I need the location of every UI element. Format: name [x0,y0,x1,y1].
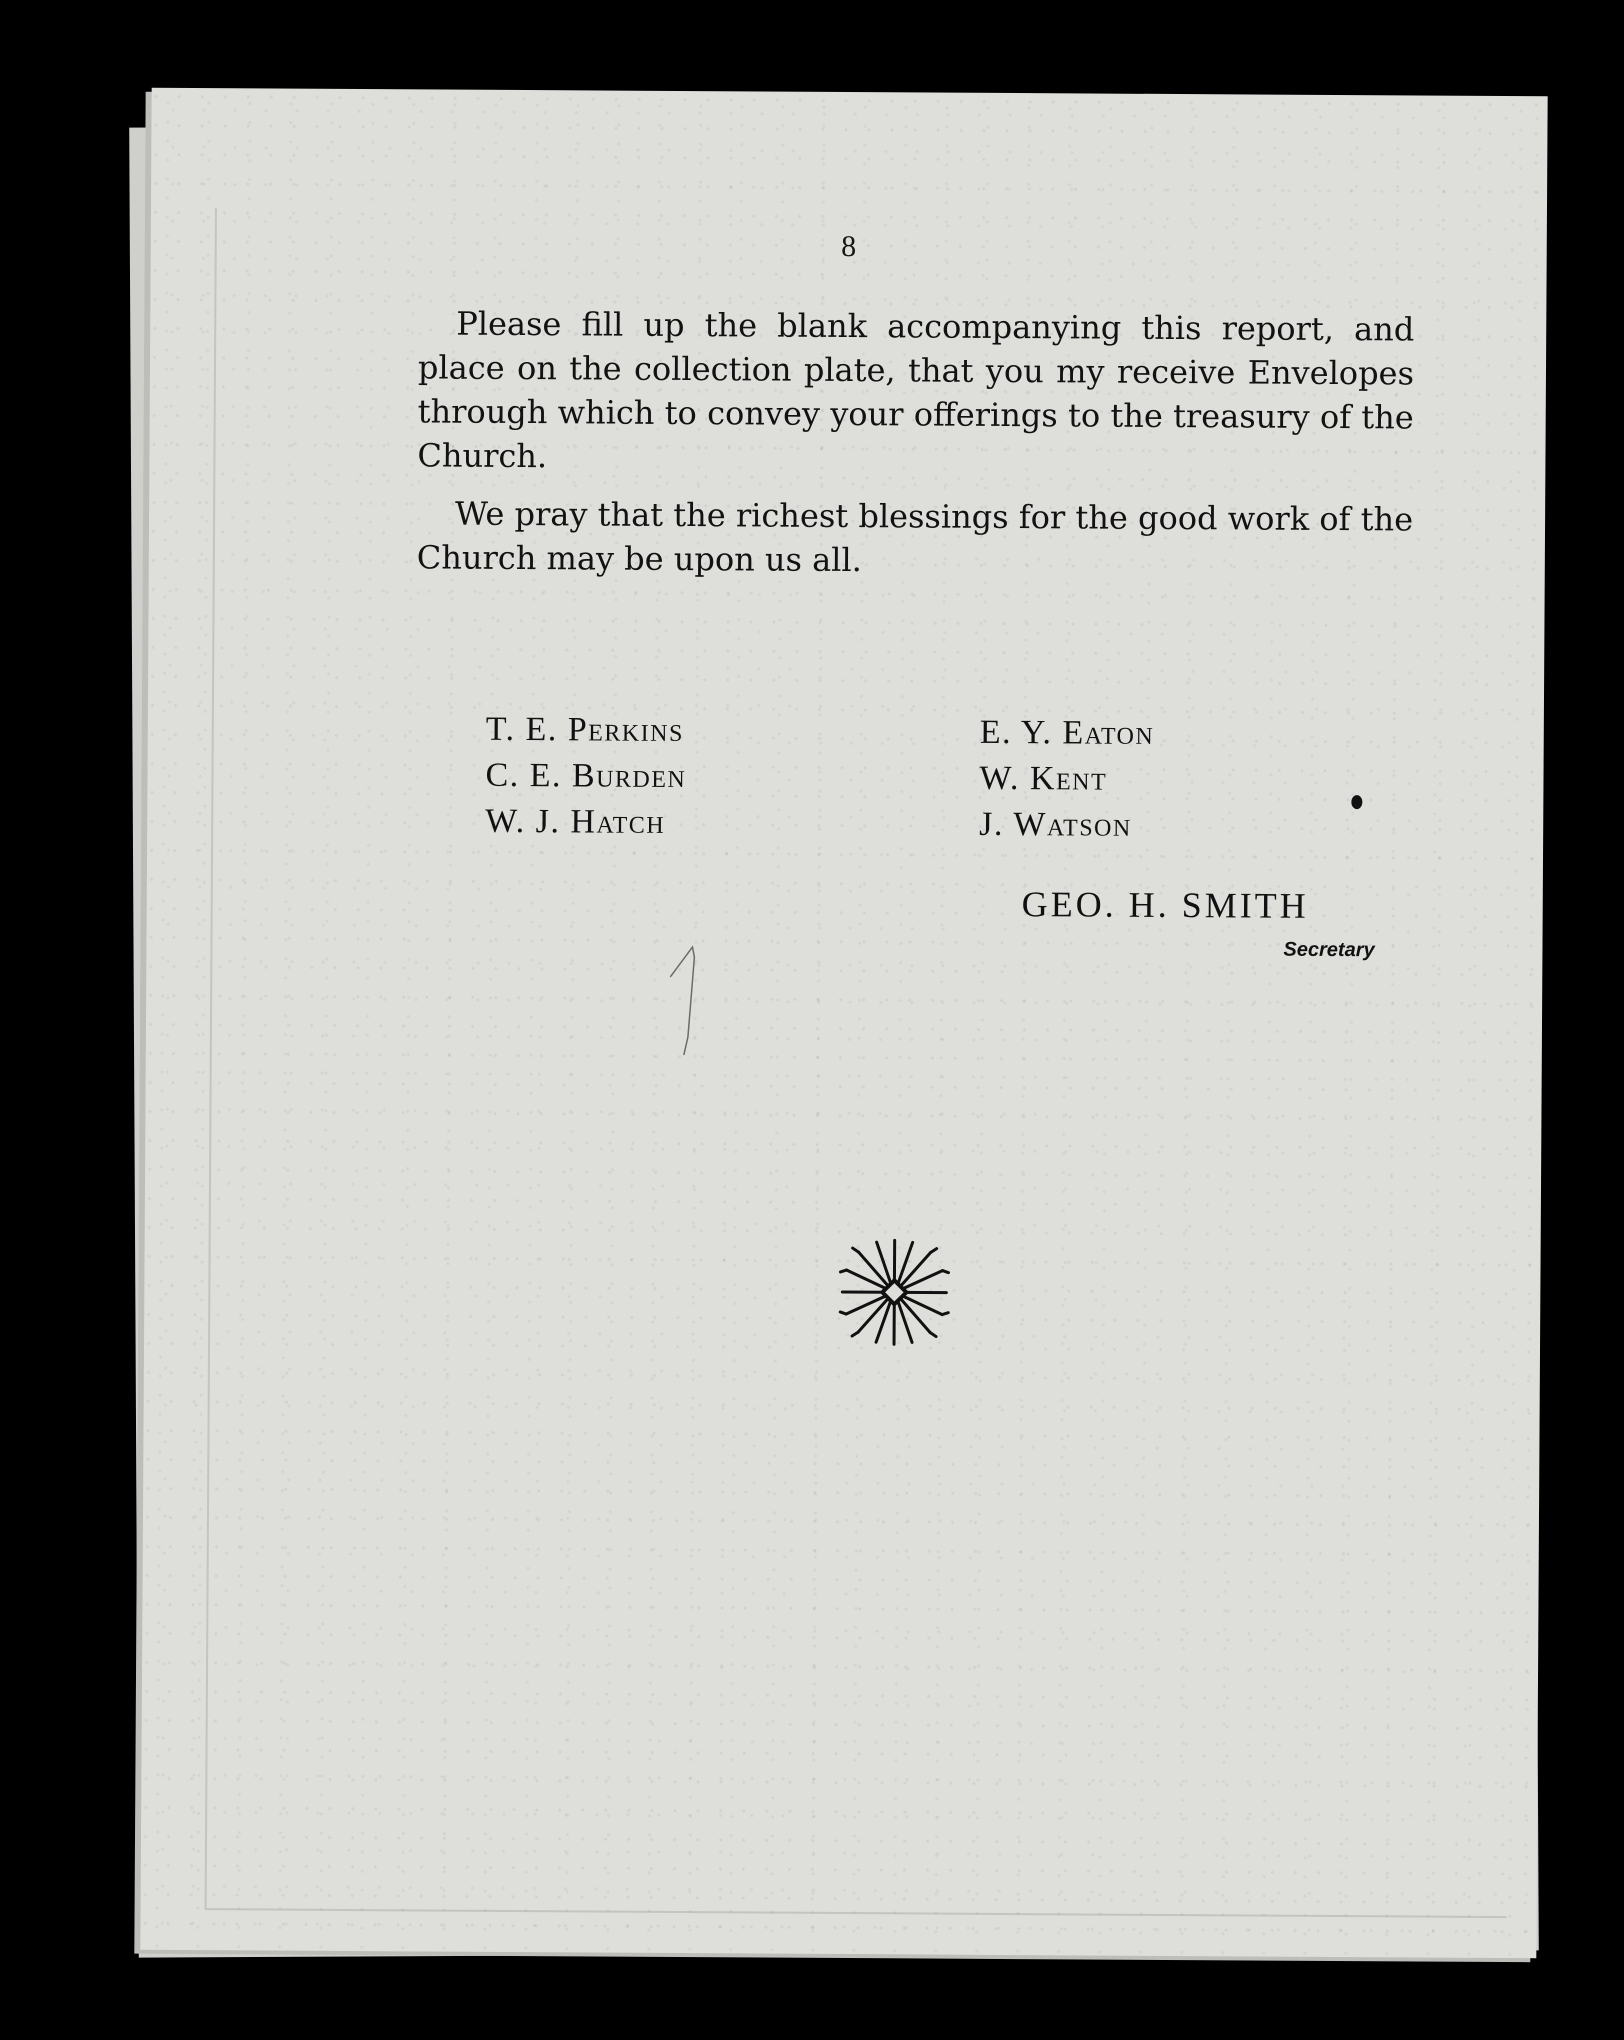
paragraph-envelopes: Please fill up the blank accompanying this report, and place on the collection plate, that you my receive Envelopes through which to convey your offerings to the treasury of the Church. [417,304,1415,476]
page-number: 8 [841,229,857,264]
signer-right-3: J. Watson [979,805,1132,844]
signer-left-2: C. E. Burden [485,756,687,796]
document-page [140,88,1547,1958]
sunburst-ornament-icon [834,1232,955,1353]
signer-right-2: W. Kent [979,759,1108,798]
secretary-title: Secretary [1283,938,1375,962]
signer-right-1: E. Y. Eaton [979,713,1155,752]
secretary-name: GEO. H. SMITH [1021,884,1309,926]
paragraph-blessings: We pray that the richest blessings for the good work of the Church may be upon us all. [416,494,1414,580]
signer-left-3: W. J. Hatch [485,802,666,841]
signers-list [485,708,1386,849]
signer-left-1: T. E. Perkins [485,710,685,750]
body-text [417,301,1415,599]
ink-dot [1351,795,1362,809]
pencil-mark-icon [666,937,707,1057]
